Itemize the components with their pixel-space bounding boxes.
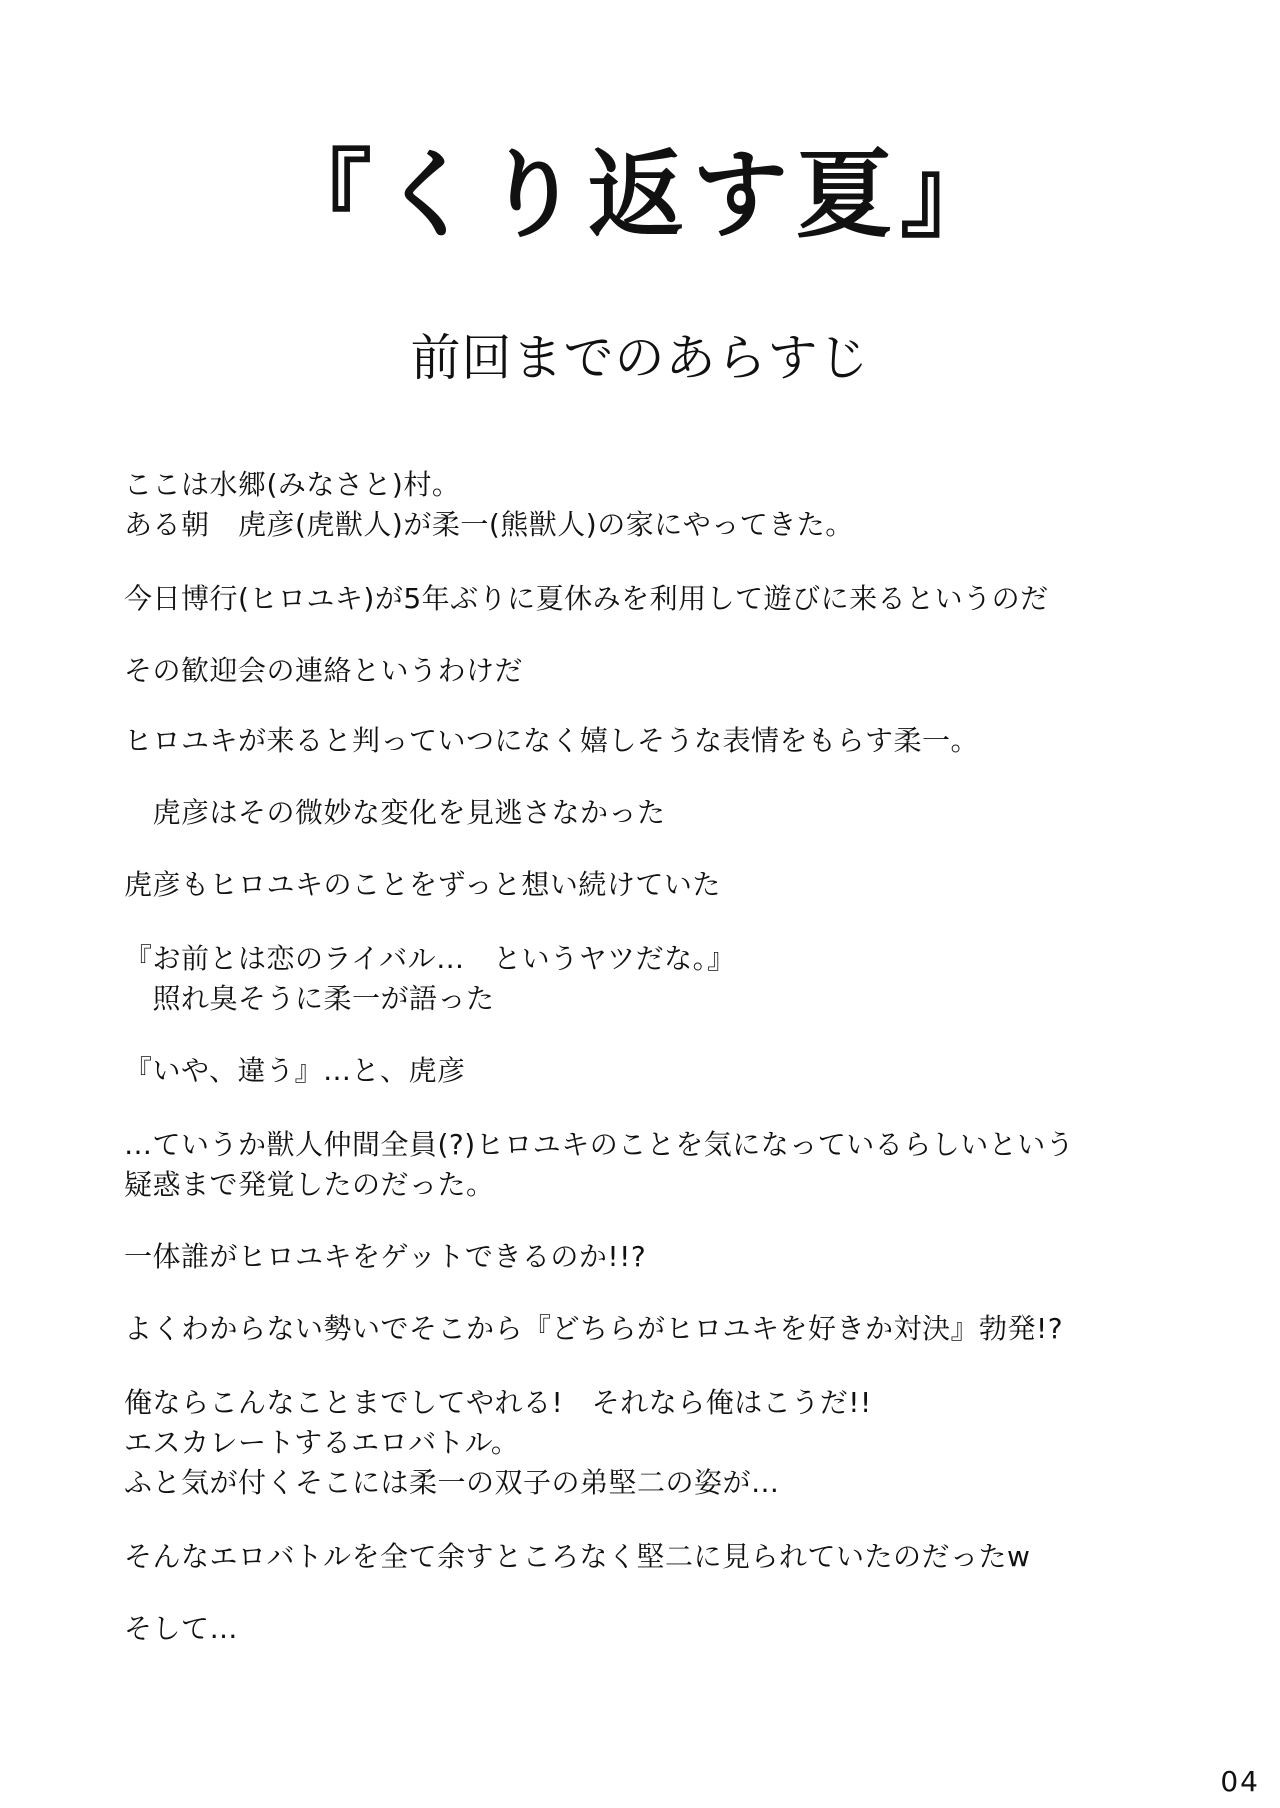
- synopsis-line: その歓迎会の連絡というわけだ: [124, 654, 524, 687]
- synopsis-line: 虎彦もヒロユキのことをずっと想い続けていた: [124, 868, 721, 901]
- page-subtitle: 前回までのあらすじ: [410, 329, 870, 387]
- synopsis-line: 疑惑まで発覚したのだった。: [124, 1168, 495, 1201]
- synopsis-line: 『お前とは恋のライバル… というヤツだな。』: [124, 942, 736, 975]
- synopsis-line: ある朝 虎彦(虎獣人)が柔一(熊獣人)の家にやってきた。: [124, 508, 854, 541]
- synopsis-line: ここは水郷(みなさと)村。: [124, 468, 461, 501]
- synopsis-line: 虎彦はその微妙な変化を見逃さなかった: [124, 796, 666, 829]
- synopsis-line: そんなエロバトルを全て余すところなく堅二に見られていたのだったw: [124, 1540, 1031, 1573]
- synopsis-line: 『いや、違う』…と、虎彦: [124, 1054, 466, 1087]
- synopsis-line: 一体誰がヒロユキをゲットできるのか!!?: [124, 1240, 647, 1273]
- synopsis-line: よくわからない勢いでそこから『どちらがヒロユキを好きか対決』勃発!?: [124, 1312, 1064, 1345]
- synopsis-line: ふと気が付くそこには柔一の双子の弟堅二の姿が…: [124, 1466, 780, 1499]
- synopsis-line: 俺ならこんなことまでしてやれる! それなら俺はこうだ!!: [124, 1386, 872, 1419]
- page-title: 『くり返す夏』: [276, 139, 1004, 251]
- synopsis-line: 照れ臭そうに柔一が語った: [124, 982, 495, 1015]
- synopsis-line: …ていうか獣人仲間全員(?)ヒロユキのことを気になっているらしいという: [124, 1128, 1075, 1161]
- page-number: 04: [1220, 1765, 1260, 1798]
- synopsis-line: ヒロユキが来ると判っていつになく嬉しそうな表情をもらす柔一。: [124, 724, 980, 757]
- synopsis-line: 今日博行(ヒロユキ)が5年ぶりに夏休みを利用して遊びに来るというのだ: [124, 582, 1049, 615]
- synopsis-line: エスカレートするエロバトル。: [124, 1426, 520, 1459]
- synopsis-line: そして…: [124, 1612, 239, 1645]
